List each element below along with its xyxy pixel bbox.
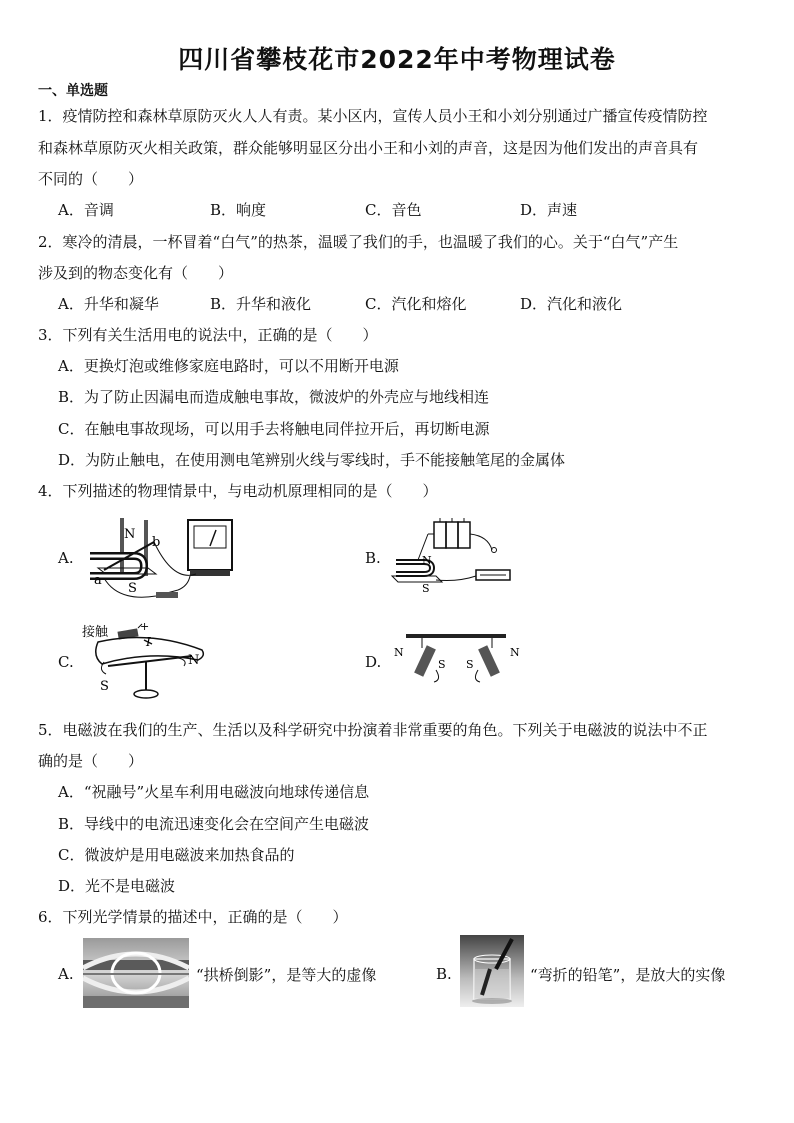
q2-option-a: A．升华和凝华 (58, 295, 159, 313)
q5-option-a: A．“祝融号”火星车利用电磁波向地球传递信息 (58, 783, 370, 801)
q1-line-2: 和森林草原防灭火相关政策，群众能够明显区分出小王和小刘的声音，这是因为他们发出的声音具有 (38, 139, 699, 157)
q5-option-d: D．光不是电磁波 (58, 877, 176, 895)
q4-a-a-label: a (94, 573, 102, 588)
q4-c-contact-label: 接触 (82, 625, 109, 640)
q4-b-s-label: S (422, 582, 430, 594)
q5-option-c: C．微波炉是用电磁波来加热食品的 (58, 846, 295, 864)
q3-option-a: A．更换灯泡或维修家庭电路时，可以不用断开电源 (58, 357, 399, 375)
q4-d-n2-label: N (510, 646, 520, 659)
q1-option-b: B．响度 (210, 201, 267, 219)
q4-c-plus-label: + (140, 620, 150, 633)
q3-option-d: D．为防止触电，在使用测电笔辨别火线与零线时，手不能接触笔尾的金属体 (58, 451, 566, 469)
q4-option-d-label: D. (365, 653, 382, 671)
q1-option-a: A．音调 (58, 201, 114, 219)
section-heading: 一、单选题 (38, 83, 108, 99)
q2-option-d: D．汽化和液化 (520, 295, 623, 313)
q5-option-b: B．导线中的电流迅速变化会在空间产生电磁波 (58, 815, 370, 833)
q5-line-1: 5．电磁波在我们的生产、生活以及科学研究中扮演着非常重要的角色。下列关于电磁波的说法中不正 (38, 721, 708, 739)
q6-option-a-caption: “拱桥倒影”，是等大的虚像 (196, 966, 377, 984)
q4-figure-a (78, 512, 248, 604)
q2-line-2: 涉及到的物态变化有（ ） (38, 264, 234, 282)
q6-bridge-photo (83, 938, 189, 1008)
q4-d-n1-label: N (394, 646, 404, 659)
q6-option-b-caption: “弯折的铅笔”，是放大的实像 (530, 966, 726, 984)
q3-option-b: B．为了防止因漏电而造成触电事故，微波炉的外壳应与地线相连 (58, 388, 490, 406)
q1-line-3: 不同的（ ） (38, 170, 144, 188)
q4-option-c-label: C. (58, 653, 74, 671)
q4-figure-b (388, 516, 518, 594)
q3-line-1: 3．下列有关生活用电的说法中，正确的是（ ） (38, 326, 378, 344)
q4-figure-d (392, 628, 522, 688)
q6-option-b-label: B. (436, 965, 452, 983)
q4-c-i-label: I (146, 635, 151, 649)
q1-line-1: 1．疫情防控和森林草原防灭火人人有责。某小区内，宣传人员小王和小刘分别通过广播宣传疫情防控 (38, 107, 708, 125)
q1-option-c: C．音色 (365, 201, 422, 219)
q3-option-c: C．在触电事故现场，可以用手去将触电同伴拉开后，再切断电源 (58, 420, 490, 438)
q5-line-2: 确的是（ ） (38, 752, 144, 770)
q1-option-d: D．声速 (520, 201, 578, 219)
q4-a-n-label: N (124, 527, 136, 542)
q4-line-1: 4．下列描述的物理情景中，与电动机原理相同的是（ ） (38, 482, 438, 500)
q4-d-s2-label: S (466, 658, 474, 671)
q6-pencil-photo (460, 935, 524, 1007)
q4-d-s1-label: S (438, 658, 446, 671)
q4-a-b-label: b (152, 535, 161, 550)
q2-option-c: C．汽化和熔化 (365, 295, 467, 313)
q4-c-n-label: N (188, 653, 200, 668)
q4-option-a-label: A. (58, 549, 74, 567)
q2-option-b: B．升华和液化 (210, 295, 312, 313)
q4-b-n-label: N (422, 554, 432, 567)
q2-line-1: 2．寒冷的清晨，一杯冒着“白气”的热茶，温暖了我们的手，也温暖了我们的心。关于“白气”产生 (38, 233, 679, 251)
q4-figure-c (80, 620, 220, 706)
q4-a-s-label: S (128, 581, 137, 596)
q6-line-1: 6．下列光学情景的描述中，正确的是（ ） (38, 908, 348, 926)
page-title: 四川省攀枝花市2022年中考物理试卷 (178, 45, 616, 74)
q4-option-b-label: B. (365, 549, 381, 567)
q4-c-s-label: S (100, 679, 109, 694)
q6-option-a-label: A. (58, 965, 74, 983)
